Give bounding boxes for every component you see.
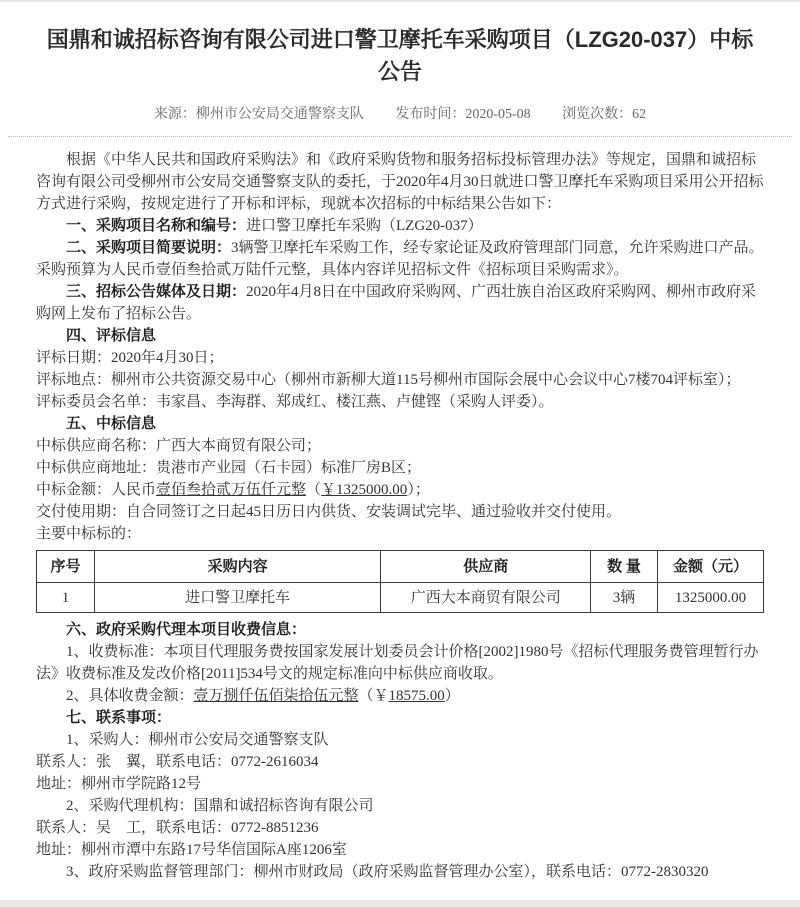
source-text: 来源：柳州市公安局交通警察支队 [153, 107, 364, 122]
col-header-supplier: 供应商 [381, 551, 591, 583]
winner-name-line: 中标供应商名称：广西大本商贸有限公司； [36, 438, 322, 454]
publish-time-text: 发布时间：2020-05-08 [395, 107, 531, 122]
col-header-index: 序号 [37, 551, 95, 583]
page-bottom-edge [0, 900, 800, 907]
agency-contact-line: 联系人：吴 工，联系电话：0772-8851236 [36, 820, 319, 836]
section-1-line [36, 215, 770, 237]
section-7-heading: 七、联系事项： [66, 710, 172, 726]
agency-line: 2、采购代理机构：国鼎和诚招标咨询有限公司 [66, 798, 374, 814]
section-1-label: 一、采购项目名称和编号： [66, 218, 247, 234]
award-table [36, 550, 764, 613]
meta-bar [0, 103, 800, 123]
section-1-text: 进口警卫摩托车采购（LZG20-037） [246, 218, 483, 234]
agency-address-line: 地址：柳州市潭中东路17号华信国际A座1206室 [36, 842, 347, 858]
section-3-line [36, 281, 770, 325]
purchaser-contact-line: 联系人：张 翼，联系电话：0772-2616034 [36, 754, 319, 770]
section-5-heading: 五、中标信息 [66, 416, 157, 432]
cell-content: 进口警卫摩托车 [94, 583, 381, 613]
award-amount-chinese: 壹佰叁拾贰万伍仟元整 [156, 482, 307, 498]
eval-committee-line: 评标委员会名单：韦家昌、李海群、郑成红、楼江燕、卢健铿（采购人评委）。 [36, 394, 554, 410]
intro-paragraph: 根据《中华人民共和国政府采购法》和《政府采购货物和服务招标投标管理办法》等规定，国鼎和诚招标咨询有限公司受柳州市公安局交通警察支队的委托，于2020年4月30日就进口警卫摩托车采购项目采用公开招标方式进行采购，按规定进行了开标和评标，现就本次招标的中标结果公告如下： [36, 152, 764, 212]
award-amount-line: 中标金额：人民币壹佰叁拾贰万伍仟元整（￥1325000.00）； [36, 482, 430, 498]
announcement-body [0, 137, 800, 883]
award-amount-number: ￥1325000.00 [321, 482, 408, 498]
delivery-line: 交付使用期：自合同签订之日起45日历日内供货、安装调试完毕、通过验收并交付使用。 [36, 504, 622, 520]
cell-index: 1 [37, 583, 95, 613]
section-3-label: 三、招标公告媒体及日期： [66, 284, 247, 300]
col-header-quantity: 数 量 [591, 551, 658, 583]
col-header-amount: 金额（元） [658, 551, 764, 583]
section-4-heading: 四、评标信息 [66, 328, 157, 344]
section-2-line [36, 237, 770, 281]
fee-amount-chinese: 壹万捌仟伍佰柒拾伍元整 [193, 688, 359, 704]
fee-amount-line: 2、具体收费金额：壹万捌仟伍佰柒拾伍元整（￥18575.00） [66, 688, 460, 704]
section-6-heading: 六、政府采购代理本项目收费信息： [66, 622, 307, 638]
fee-amount-number: 18575.00 [388, 688, 445, 704]
winner-address-line: 中标供应商地址：贵港市产业园（石卡园）标准厂房B区； [36, 460, 422, 476]
view-count-text: 浏览次数：62 [562, 107, 647, 122]
section-2-text: 3辆警卫摩托车采购工作，经专家论证及政府管理部门同意，允许采购进口产品。采购预算为人民币壹佰叁拾贰万陆仟元整，具体内容详见招标文件《招标项目采购需求》。 [36, 240, 764, 278]
table-header-row [37, 551, 764, 583]
section-2-label: 二、采购项目简要说明： [66, 240, 232, 256]
purchaser-line: 1、采购人：柳州市公安局交通警察支队 [66, 732, 329, 748]
fee-standard-line: 1、收费标准：本项目代理服务费按国家发展计划委员会计价格[2002]1980号《招标代理服务费管理暂行办法》收费标准及发改价格[2011]534号文的规定标准向中标供应商收取。 [36, 644, 759, 682]
supervision-line: 3、政府采购监督管理部门：柳州市财政局（政府采购监督管理办公室），联系电话：0772-2830320 [66, 864, 709, 880]
cell-quantity: 3辆 [591, 583, 658, 613]
purchaser-address-line: 地址：柳州市学院路12号 [36, 776, 202, 792]
cell-amount: 1325000.00 [658, 583, 764, 613]
eval-place-line: 评标地点：柳州市公共资源交易中心（柳州市新柳大道115号柳州市国际会展中心会议中心7楼704评标室）； [36, 372, 741, 388]
eval-date-line: 评标日期：2020年4月30日； [36, 350, 224, 366]
table-row [37, 583, 764, 613]
page-title: 国鼎和诚招标咨询有限公司进口警卫摩托车采购项目（LZG20-037）中标公告 [46, 27, 754, 84]
col-header-content: 采购内容 [94, 551, 381, 583]
table-intro-line: 主要中标标的： [36, 526, 142, 542]
section-3-text: 2020年4月8日在中国政府采购网、广西壮族自治区政府采购网、柳州市政府采购网上发布了招标公告。 [36, 284, 757, 322]
cell-supplier: 广西大本商贸有限公司 [381, 583, 591, 613]
